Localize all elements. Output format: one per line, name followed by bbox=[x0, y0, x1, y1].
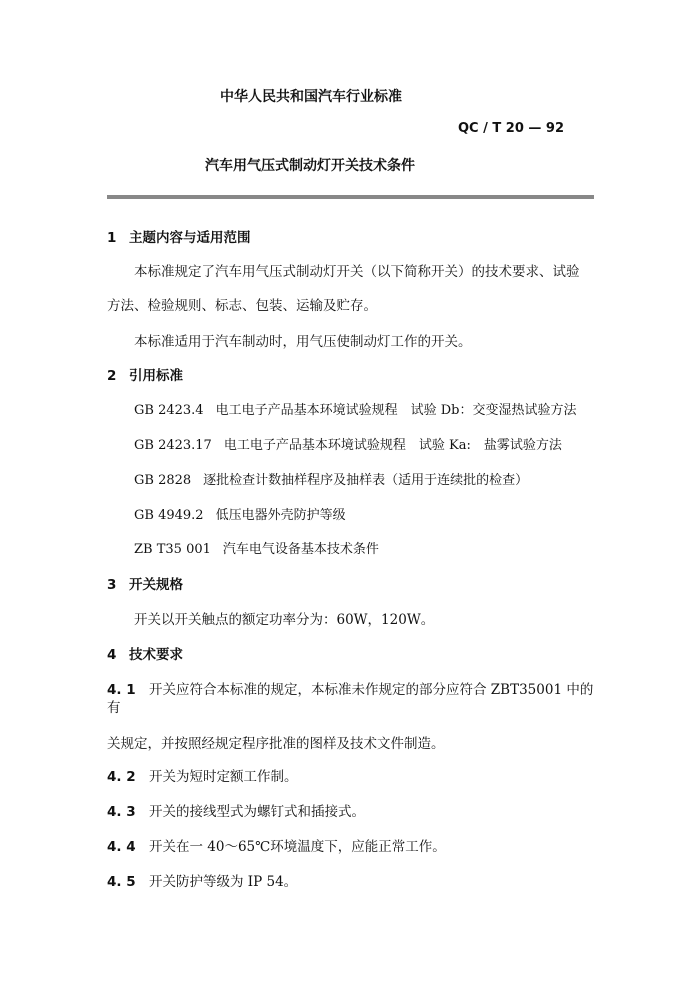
reference-code: GB 2423.4 bbox=[134, 403, 204, 418]
paragraph: 方法、检验规则、标志、包装、运输及贮存。 bbox=[107, 298, 377, 314]
clause-number: 4. 5 bbox=[107, 874, 136, 890]
clause-continuation: 关规定，并按照经规定程序批准的图样及技术文件制造。 bbox=[107, 736, 445, 752]
clause-number: 4. 1 bbox=[107, 682, 136, 698]
section-title: 主题内容与适用范围 bbox=[129, 230, 251, 246]
clause-4-1 bbox=[107, 678, 593, 698]
paragraph: 本标准适用于汽车制动时，用气压使制动灯工作的开关。 bbox=[134, 334, 472, 350]
clause-4-4 bbox=[107, 835, 446, 855]
clause-number: 4. 3 bbox=[107, 804, 136, 820]
reference-text: 逐批检查计数抽样程序及抽样表（适用于连续批的检查） bbox=[203, 473, 529, 488]
header-divider bbox=[107, 195, 594, 199]
clause-text: 开关防护等级为 IP 54。 bbox=[149, 874, 298, 890]
clause-4-2 bbox=[107, 765, 298, 785]
section-3-heading bbox=[107, 573, 183, 593]
reference-item bbox=[134, 538, 379, 557]
reference-text: 低压电器外壳防护等级 bbox=[215, 508, 346, 523]
section-title: 引用标准 bbox=[129, 368, 183, 384]
paragraph: 本标准规定了汽车用气压式制动灯开关（以下简称开关）的技术要求、试验 bbox=[134, 264, 580, 280]
clause-continuation: 有 bbox=[107, 700, 121, 716]
clause-text: 开关应符合本标准的规定，本标准未作规定的部分应符合 ZBT35001 中的 bbox=[149, 682, 594, 698]
clause-text: 开关的接线型式为螺钉式和插接式。 bbox=[149, 804, 365, 820]
section-number: 1 bbox=[107, 230, 117, 246]
section-4-heading bbox=[107, 643, 183, 663]
paragraph: 开关以开关触点的额定功率分为：60W，120W。 bbox=[134, 612, 435, 628]
reference-text: 电工电子产品基本环境试验规程 试验 Ka: 盐雾试验方法 bbox=[223, 438, 562, 453]
document-title: 汽车用气压式制动灯开关技术条件 bbox=[205, 158, 415, 174]
section-title: 技术要求 bbox=[129, 647, 183, 663]
section-1-heading bbox=[107, 226, 251, 246]
org-title: 中华人民共和国汽车行业标准 bbox=[220, 89, 402, 105]
section-title: 开关规格 bbox=[129, 577, 183, 593]
reference-text: 汽车电气设备基本技术条件 bbox=[222, 542, 379, 557]
clause-4-3 bbox=[107, 800, 365, 820]
standard-code: QC / T 20 — 92 bbox=[458, 121, 565, 136]
reference-item bbox=[134, 399, 576, 418]
reference-code: GB 4949.2 bbox=[134, 508, 204, 523]
reference-item bbox=[134, 504, 346, 523]
reference-item bbox=[134, 434, 562, 453]
clause-number: 4. 4 bbox=[107, 839, 136, 855]
section-2-heading bbox=[107, 364, 183, 384]
section-number: 4 bbox=[107, 647, 117, 663]
reference-item bbox=[134, 469, 528, 488]
section-number: 2 bbox=[107, 368, 117, 384]
reference-text: 电工电子产品基本环境试验规程 试验 Db：交变湿热试验方法 bbox=[215, 403, 577, 418]
reference-code: GB 2423.17 bbox=[134, 438, 212, 453]
reference-code: ZB T35 001 bbox=[134, 542, 211, 557]
clause-text: 开关在一 40～65℃环境温度下，应能正常工作。 bbox=[149, 839, 446, 855]
clause-4-5 bbox=[107, 870, 297, 890]
section-number: 3 bbox=[107, 577, 117, 593]
reference-code: GB 2828 bbox=[134, 473, 192, 488]
clause-number: 4. 2 bbox=[107, 769, 136, 785]
clause-text: 开关为短时定额工作制。 bbox=[149, 769, 298, 785]
